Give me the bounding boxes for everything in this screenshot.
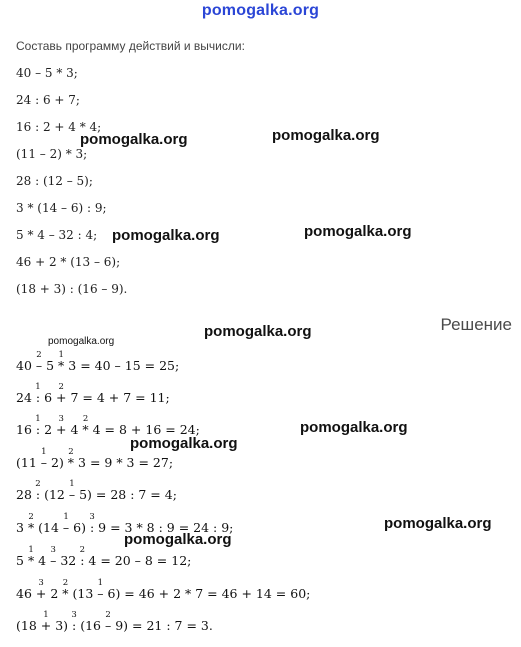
solution-text: 2) bbox=[47, 455, 68, 470]
operator bbox=[62, 512, 70, 535]
solution-text: (12 bbox=[40, 487, 69, 502]
operator-sign: * bbox=[27, 520, 35, 535]
order-number: 2 bbox=[36, 350, 42, 360]
watermark: pomogalka.org bbox=[272, 127, 380, 144]
expression-8: 46 + 2 * (13 – 6); bbox=[16, 255, 121, 269]
solution-text: 6) = 46 + 2 * 7 = 46 + 14 = 60; bbox=[103, 586, 311, 601]
operator bbox=[27, 512, 35, 535]
solution-text: 9 = 3 * 8 : 9 = 24 : 9; bbox=[94, 520, 234, 535]
operator-sign: : bbox=[35, 390, 41, 405]
order-number: 1 bbox=[35, 382, 41, 392]
solution-text: 32 bbox=[56, 553, 81, 568]
operator bbox=[104, 610, 112, 633]
order-number: 1 bbox=[69, 479, 75, 489]
operator bbox=[35, 350, 43, 373]
watermark: pomogalka.org bbox=[124, 531, 232, 548]
watermark: pomogalka.org bbox=[204, 323, 312, 340]
operator-sign: – bbox=[104, 618, 112, 633]
order-number: 1 bbox=[43, 610, 49, 620]
order-number: 3 bbox=[71, 610, 77, 620]
solution-text: 5) = 28 : 7 = 4; bbox=[75, 487, 177, 502]
expression-1: 40 – 5 * 3; bbox=[16, 66, 78, 80]
order-number: 1 bbox=[41, 447, 47, 457]
order-number: 2 bbox=[58, 382, 64, 392]
order-number: 2 bbox=[105, 610, 111, 620]
watermark: pomogalka.org bbox=[48, 336, 115, 347]
order-number: 3 bbox=[38, 578, 44, 588]
solution-text: 5 bbox=[42, 358, 59, 373]
operator bbox=[35, 414, 41, 437]
solution-text: 16 bbox=[16, 422, 36, 437]
operator-sign: + bbox=[56, 390, 67, 405]
operator bbox=[50, 545, 57, 568]
solution-text: 3 = 40 – 15 = 25; bbox=[64, 358, 180, 373]
order-number: 2 bbox=[62, 578, 69, 588]
operator-sign: : bbox=[35, 487, 41, 502]
expression-4: (11 – 2) * 3; bbox=[16, 147, 88, 161]
solution-heading: Решение bbox=[440, 315, 512, 334]
order-number: 2 bbox=[28, 512, 34, 522]
operator bbox=[58, 350, 65, 373]
solution-text: (13 bbox=[68, 586, 98, 601]
operator-sign: – bbox=[40, 455, 48, 470]
solution-line-8 bbox=[16, 578, 311, 601]
order-number: 3 bbox=[89, 512, 95, 522]
solution-text: 3 bbox=[16, 520, 28, 535]
task-title: Составь программу действий и вычисли: bbox=[16, 39, 245, 53]
solution-line-2 bbox=[16, 382, 170, 405]
order-number: 1 bbox=[58, 350, 64, 360]
operator-sign: * bbox=[58, 358, 65, 373]
operator-sign: – bbox=[62, 520, 70, 535]
solution-text: 6) bbox=[69, 520, 90, 535]
solution-text: 9) = 21 : 7 = 3. bbox=[111, 618, 213, 633]
solution-line-1 bbox=[16, 350, 180, 373]
operator bbox=[56, 414, 67, 437]
operator-sign: * bbox=[67, 455, 75, 470]
solution-text: 3 = 9 * 3 = 27; bbox=[74, 455, 174, 470]
site-watermark-top[interactable]: pomogalka.org bbox=[201, 2, 320, 19]
solution-text: 4 bbox=[34, 553, 51, 568]
order-number: 2 bbox=[35, 479, 41, 489]
expression-7: 5 * 4 – 32 : 4; bbox=[16, 228, 98, 242]
operator-sign: * bbox=[27, 553, 35, 568]
operator-sign: – bbox=[50, 553, 57, 568]
order-number: 2 bbox=[79, 545, 86, 555]
watermark: pomogalka.org bbox=[384, 515, 492, 532]
operator-sign: – bbox=[68, 487, 76, 502]
operator-sign: : bbox=[72, 618, 77, 633]
watermark: pomogalka.org bbox=[304, 223, 412, 240]
operator bbox=[27, 545, 35, 568]
operator-sign: + bbox=[56, 422, 67, 437]
operator bbox=[71, 610, 77, 633]
order-number: 2 bbox=[68, 447, 74, 457]
operator bbox=[35, 382, 41, 405]
solution-text: (11 bbox=[16, 455, 41, 470]
watermark: pomogalka.org bbox=[80, 131, 188, 148]
operator-sign: : bbox=[35, 422, 41, 437]
solution-line-7 bbox=[16, 545, 192, 568]
solution-line-9 bbox=[16, 610, 213, 633]
expression-6: 3 * (14 – 6) : 9; bbox=[16, 201, 107, 215]
solution-text: 4 = 8 + 16 = 24; bbox=[88, 422, 200, 437]
operator bbox=[67, 447, 75, 470]
solution-text: 46 bbox=[16, 586, 36, 601]
solution-text: 4 = 20 – 8 = 12; bbox=[84, 553, 192, 568]
operator bbox=[89, 512, 95, 535]
operator bbox=[56, 382, 67, 405]
operator-sign: : bbox=[80, 553, 85, 568]
expression-9: (18 + 3) : (16 – 9). bbox=[16, 282, 128, 296]
solution-line-4 bbox=[16, 447, 174, 470]
operator bbox=[35, 578, 47, 601]
order-number: 1 bbox=[35, 414, 41, 424]
solution-text: 2 bbox=[46, 586, 63, 601]
solution-text: 4 bbox=[66, 422, 83, 437]
operator-sign: : bbox=[89, 520, 95, 535]
solution-text: 28 bbox=[16, 487, 36, 502]
solution-text: 40 bbox=[16, 358, 36, 373]
solution-text: (16 bbox=[76, 618, 105, 633]
solution-line-3 bbox=[16, 414, 200, 437]
operator bbox=[40, 610, 52, 633]
solution-text: 2 bbox=[40, 422, 57, 437]
operator-sign: – bbox=[97, 586, 104, 601]
operator bbox=[68, 479, 76, 502]
operator-sign: – bbox=[35, 358, 43, 373]
operator-sign: * bbox=[62, 586, 69, 601]
solution-text: (18 bbox=[16, 618, 41, 633]
operator bbox=[40, 447, 48, 470]
solution-text: 6 bbox=[40, 390, 57, 405]
operator bbox=[97, 578, 104, 601]
watermark: pomogalka.org bbox=[300, 419, 408, 436]
solution-text: 24 bbox=[16, 390, 36, 405]
operator-sign: * bbox=[82, 422, 89, 437]
solution-text: (14 bbox=[34, 520, 63, 535]
order-number: 2 bbox=[82, 414, 89, 424]
order-number: 1 bbox=[28, 545, 34, 555]
solution-line-5 bbox=[16, 479, 177, 502]
watermark: pomogalka.org bbox=[112, 227, 220, 244]
watermark: pomogalka.org bbox=[130, 435, 238, 452]
order-number: 1 bbox=[97, 578, 104, 588]
expression-3: 16 : 2 + 4 * 4; bbox=[16, 120, 102, 134]
operator bbox=[62, 578, 69, 601]
order-number: 3 bbox=[58, 414, 64, 424]
solution-text: 5 bbox=[16, 553, 28, 568]
solution-text: 3) bbox=[51, 618, 73, 633]
operator bbox=[35, 479, 41, 502]
order-number: 3 bbox=[50, 545, 56, 555]
operator-sign: + bbox=[35, 586, 47, 601]
solution-text: 7 = 4 + 7 = 11; bbox=[66, 390, 170, 405]
order-number: 1 bbox=[63, 512, 69, 522]
operator-sign: + bbox=[40, 618, 52, 633]
operator bbox=[82, 414, 89, 437]
expression-2: 24 : 6 + 7; bbox=[16, 93, 80, 107]
expression-5: 28 : (12 – 5); bbox=[16, 174, 93, 188]
solution-line-6 bbox=[16, 512, 234, 535]
operator bbox=[79, 545, 86, 568]
